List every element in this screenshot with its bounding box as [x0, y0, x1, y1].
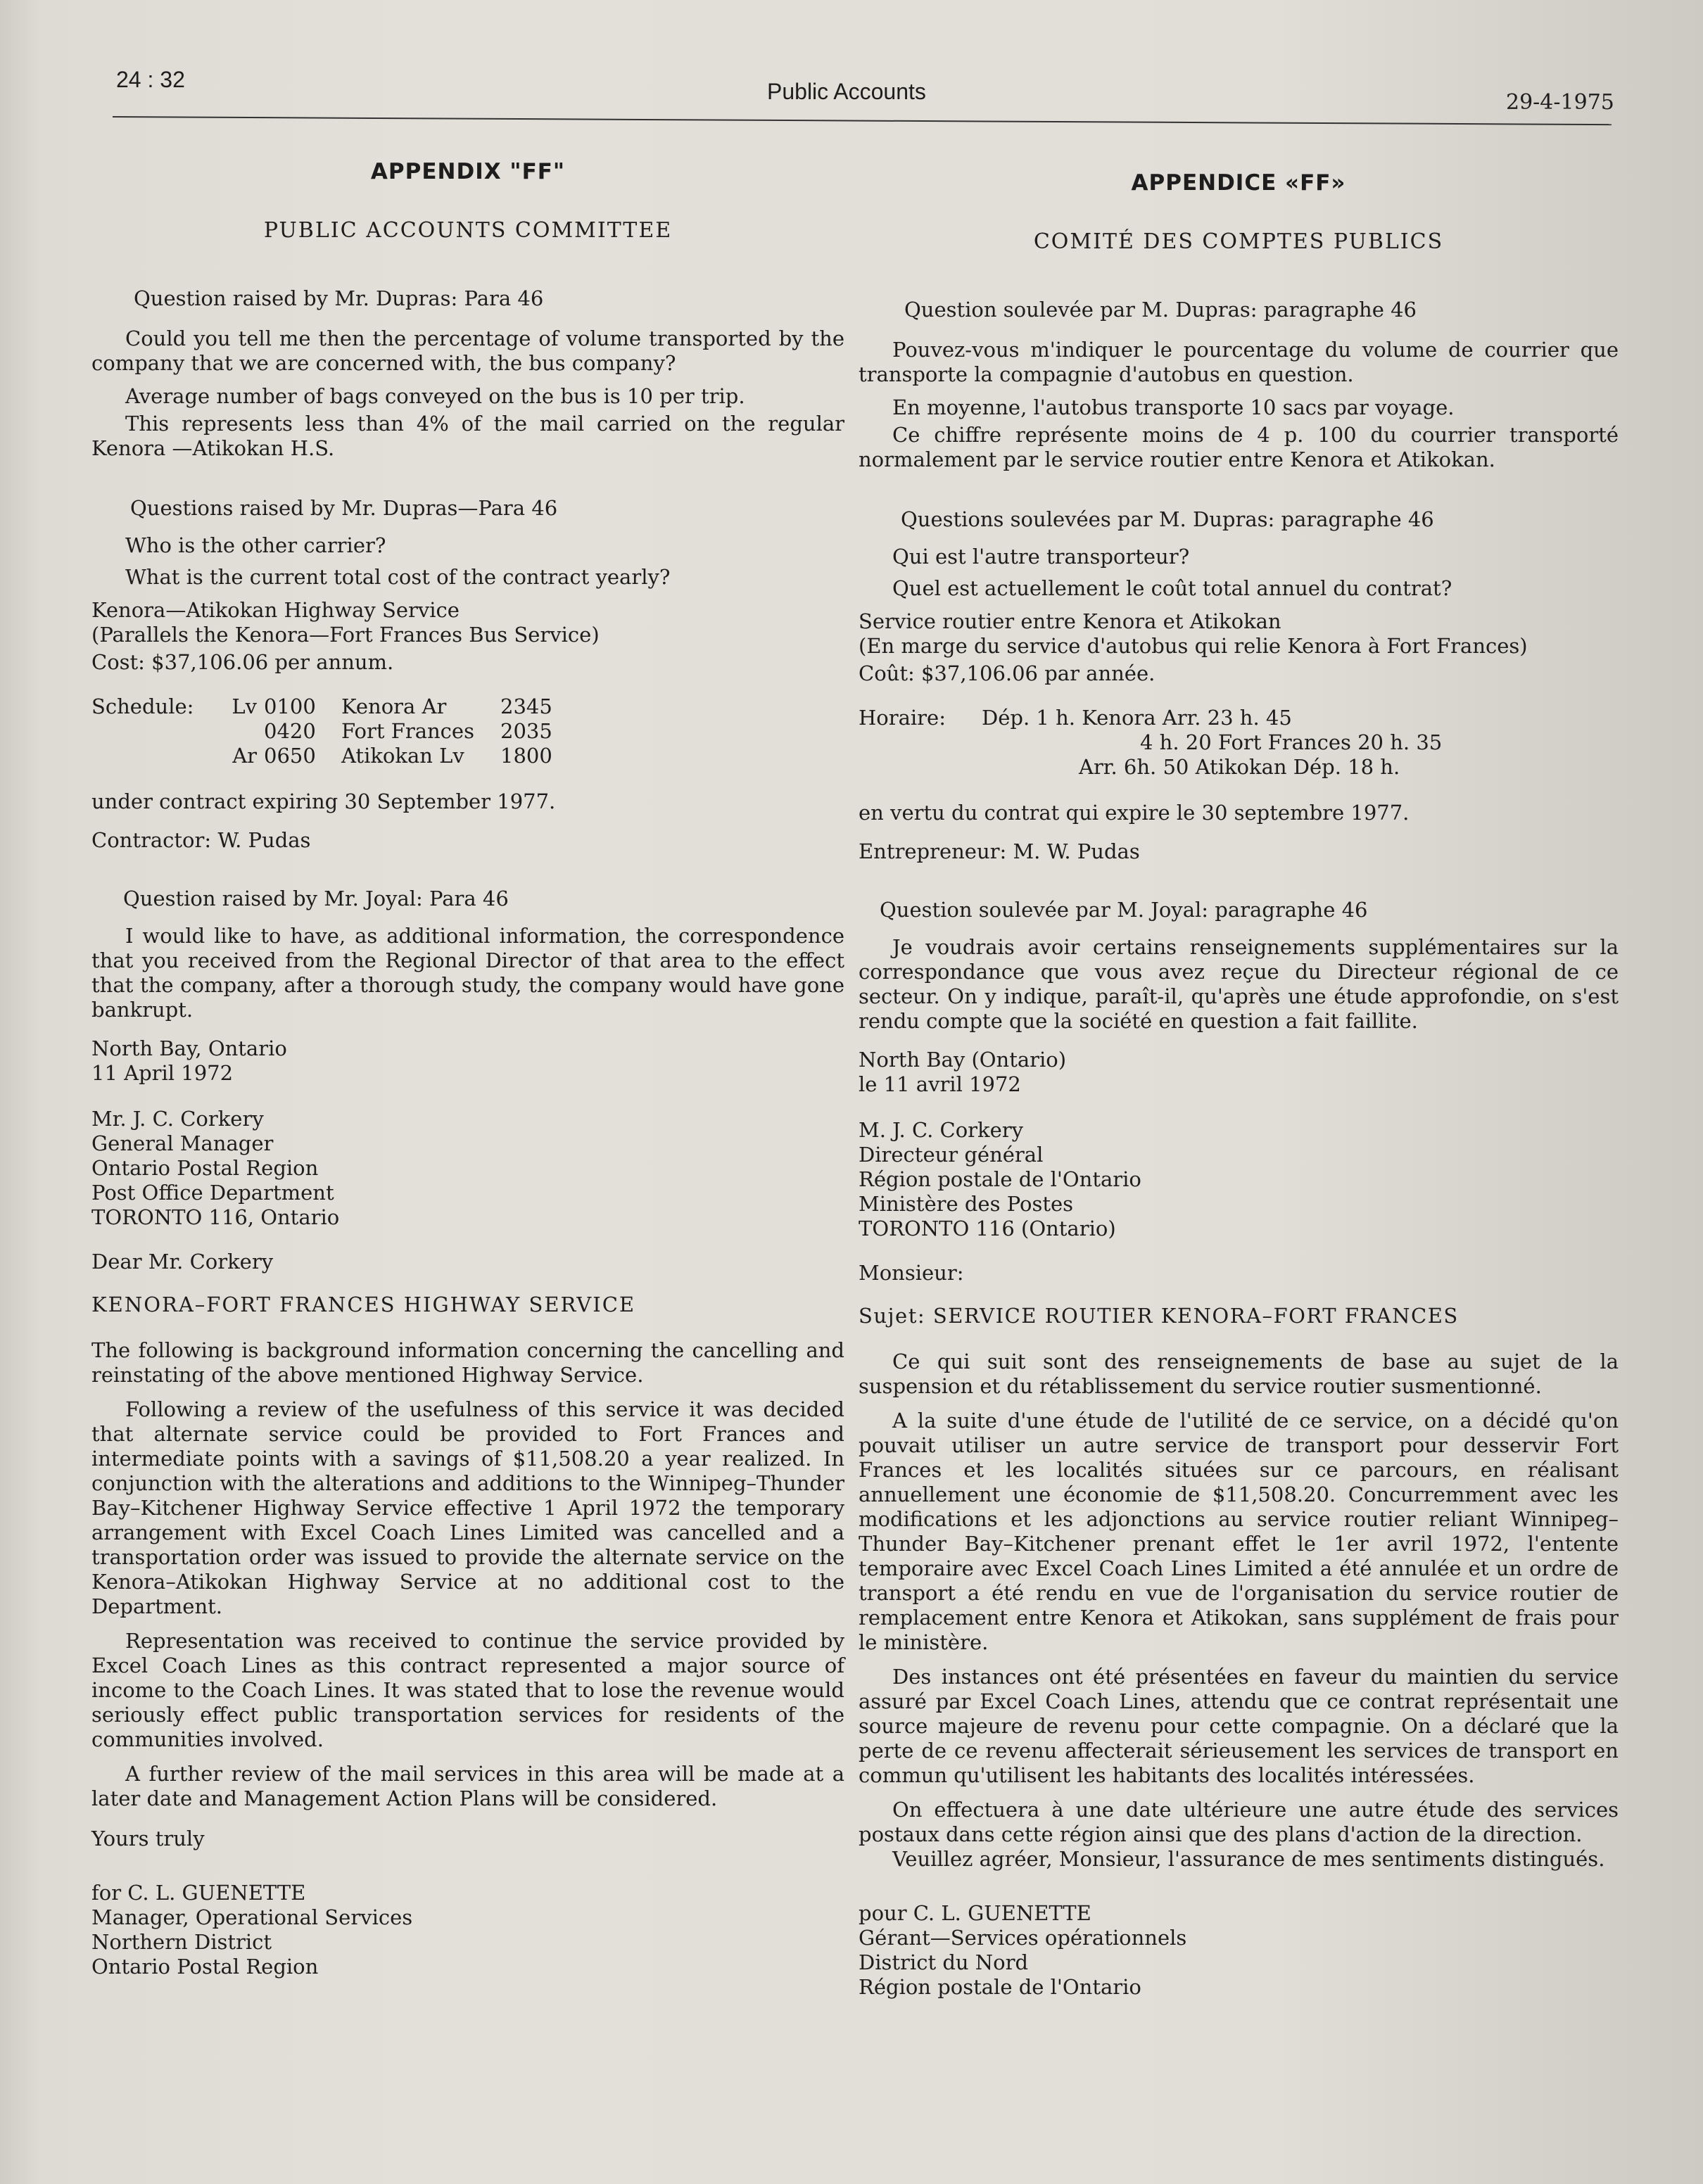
closing: Veuillez agréer, Monsieur, l'assurance de mes sentiments distingués.: [892, 1847, 1605, 1871]
address-line: General Manager: [91, 1131, 274, 1155]
schedule-row: [859, 706, 1619, 730]
schedule-spacer: [91, 744, 215, 768]
schedule-cell: Arr. 6h. 50 Atikokan Dép. 18 h.: [1079, 755, 1400, 779]
header-date: 29-4-1975: [1506, 90, 1614, 115]
question-text: Pouvez-vous m'indiquer le pourcentage du volume de courrier que transporte la compagnie d'autobus en question.: [859, 338, 1619, 386]
schedule-cell: 0650: [264, 744, 316, 768]
answer-text: Average number of bags conveyed on the bus is 10 per trip.: [125, 384, 745, 408]
service-name: Service routier entre Kenora et Atikokan: [859, 609, 1281, 633]
question-text: Qui est l'autre transporteur?: [892, 545, 1190, 569]
question-heading: Question soulevée par M. Joyal: paragraphe 46: [880, 898, 1368, 922]
address-line: TORONTO 116 (Ontario): [859, 1217, 1116, 1240]
header-rule: [113, 116, 1612, 125]
question-heading: Question raised by Mr. Dupras: Para 46: [134, 286, 544, 310]
schedule-row: [91, 744, 844, 768]
schedule-label: Horaire:: [859, 706, 946, 730]
signature-line: pour C. L. GUENETTE: [859, 1901, 1091, 1925]
schedule-table: [859, 706, 1619, 780]
schedule-cell: 4 h. 20 Fort Frances 20 h. 35: [1140, 730, 1443, 754]
question-text: What is the current total cost of the contract yearly?: [125, 565, 671, 589]
schedule-cell: [215, 719, 264, 744]
contract-expiry: en vertu du contrat qui expire le 30 septembre 1977.: [859, 801, 1410, 825]
schedule-cell: Dép. 1 h. Kenora Arr. 23 h. 45: [982, 706, 1292, 730]
question-heading: Questions soulevées par M. Dupras: paragraphe 46: [901, 507, 1434, 531]
letter-paragraph: A further review of the mail services in this area will be made at a later date and Management Action Plans will be considered.: [91, 1762, 844, 1810]
letter-paragraph: A la suite d'une étude de l'utilité de ce service, on a décidé qu'on pouvait utiliser un autre service de transport pour desservir Fort Frances et les localités situées sur ce parcours, en réalisant annuellement une économie de $11,508.20. Concurremment avec les modifications et les adjonctions au service routier reliant Winnipeg–Thunder Bay–Kitchener prenant effet le 1er avril 1972, l'entente temporaire avec Excel Coach Lines Limited a été annulée et un ordre de transport a été rendu en vue de l'organisation du service routier de remplacement entre Kenora et Atikokan, sans supplément de frais pour le ministère.: [859, 1409, 1619, 1654]
schedule-cell: Ar: [232, 744, 257, 768]
letter-subject: KENORA–FORT FRANCES HIGHWAY SERVICE: [91, 1293, 636, 1316]
salutation: Dear Mr. Corkery: [91, 1250, 274, 1274]
schedule-cell: 0420: [264, 719, 316, 743]
letter-date: le 11 avril 1972: [859, 1072, 1021, 1096]
address-line: Post Office Department: [91, 1181, 334, 1205]
letter-place: North Bay (Ontario): [859, 1048, 1067, 1072]
letter-paragraph: Following a review of the usefulness of this service it was decided that alternate service could be provided to Fort Frances and intermediate points with a savings of $11,508.20 a year realized. In conjunction with the alterations and additions to the Winnipeg–Thunder Bay–Kitchener Highway Service effective 1 April 1972 the temporary arrangement with Excel Coach Lines Limited was cancelled and a transportation order was issued to provide the alternate service on the Kenora–Atikokan Highway Service at no additional cost to the Department.: [91, 1397, 844, 1618]
schedule-row: [91, 694, 844, 719]
question-heading: Question raised by Mr. Joyal: Para 46: [123, 887, 509, 910]
signature-line: Northern District: [91, 1930, 272, 1954]
salutation: Monsieur:: [859, 1261, 964, 1285]
answer-text: En moyenne, l'autobus transporte 10 sacs par voyage.: [892, 395, 1455, 419]
address-line: TORONTO 116, Ontario: [91, 1205, 340, 1229]
service-name: Kenora—Atikokan Highway Service: [91, 598, 460, 622]
appendix-title: APPENDIX "FF": [370, 159, 566, 184]
schedule-row: [859, 755, 1619, 780]
address-line: M. J. C. Corkery: [859, 1118, 1024, 1142]
signature-line: Ontario Postal Region: [91, 1955, 319, 1979]
schedule-cell: Atikokan Lv: [341, 744, 464, 768]
contractor: Contractor: W. Pudas: [91, 828, 311, 852]
signature-line: Manager, Operational Services: [91, 1905, 413, 1929]
signature-line: Gérant—Services opérationnels: [859, 1926, 1187, 1950]
contract-expiry: under contract expiring 30 September 1977.: [91, 789, 556, 813]
letter-place: North Bay, Ontario: [91, 1036, 287, 1060]
schedule-cell: 2345: [500, 694, 552, 718]
address-line: Ministère des Postes: [859, 1192, 1074, 1216]
letter-subject: Sujet: SERVICE ROUTIER KENORA–FORT FRANCES: [859, 1304, 1459, 1328]
service-cost: Coût: $37,106.06 par année.: [859, 661, 1156, 685]
question-text: Who is the other carrier?: [125, 533, 386, 557]
english-column: [91, 151, 844, 1979]
question-text: Could you tell me then the percentage of volume transported by the company that we are concerned with, the bus company?: [91, 326, 844, 375]
schedule-cell: 2035: [500, 719, 552, 743]
question-heading: Questions raised by Mr. Dupras—Para 46: [130, 496, 558, 520]
service-note: (Parallels the Kenora—Fort Frances Bus Service): [91, 623, 600, 647]
schedule-spacer: [91, 719, 215, 744]
appendix-title: APPENDICE «FF»: [1131, 170, 1346, 196]
schedule-table: [91, 694, 844, 768]
question-heading: Question soulevée par M. Dupras: paragraphe 46: [904, 298, 1417, 322]
running-title: Public Accounts: [767, 79, 926, 104]
service-cost: Cost: $37,106.06 per annum.: [91, 650, 394, 674]
schedule-cell: Lv: [232, 694, 257, 718]
page-number: 24 : 32: [116, 67, 185, 92]
letter-paragraph: On effectuera à une date ultérieure une autre étude des services postaux dans cette région ainsi que des plans d'action de la direction.: [859, 1798, 1619, 1846]
schedule-label: Schedule:: [91, 694, 194, 718]
question-text: Je voudrais avoir certains renseignements supplémentaires sur la correspondance que vous avez reçue du Directeur régional de ce secteur. On y indique, paraît-il, qu'après une étude approfondie, on s'est rendu compte que la société en question a fait faillite.: [859, 935, 1619, 1033]
answer-text: This represents less than 4% of the mail carried on the regular Kenora —Atikokan H.S.: [91, 412, 844, 460]
letter-paragraph: Ce qui suit sont des renseignements de base au sujet de la suspension et du rétablissement du service routier susmentionné.: [859, 1350, 1619, 1398]
schedule-cell: Fort Frances: [341, 719, 474, 743]
service-note: (En marge du service d'autobus qui relie Kenora à Fort Frances): [859, 634, 1528, 658]
address-line: Directeur général: [859, 1143, 1044, 1167]
letter-date: 11 April 1972: [91, 1061, 234, 1085]
schedule-spacer: [859, 755, 982, 780]
letter-paragraph: Des instances ont été présentées en faveur du maintien du service assuré par Excel Coach Lines, attendu que ce contrat représentait une source majeure de revenu pour cette compagnie. On a déclaré que la perte de ce revenu affecterait sérieusement les services de transport en commun qu'utilisent les habitants des localités intéressées.: [859, 1665, 1619, 1787]
schedule-spacer: [859, 730, 982, 755]
contractor: Entrepreneur: M. W. Pudas: [859, 839, 1140, 863]
closing: Yours truly: [91, 1827, 205, 1850]
signature-line: District du Nord: [859, 1950, 1029, 1974]
address-line: Mr. J. C. Corkery: [91, 1107, 264, 1131]
schedule-cell: Kenora Ar: [341, 694, 447, 718]
french-column: [859, 158, 1619, 2000]
committee-heading: PUBLIC ACCOUNTS COMMITTEE: [263, 218, 673, 243]
letter-paragraph: The following is background information concerning the cancelling and reinstating of the above mentioned Highway Service.: [91, 1338, 844, 1387]
address-line: Région postale de l'Ontario: [859, 1167, 1141, 1191]
answer-text: Ce chiffre représente moins de 4 p. 100 du courrier transporté normalement par le service routier entre Kenora et Atikokan.: [859, 423, 1619, 471]
signature-line: Région postale de l'Ontario: [859, 1975, 1141, 1999]
letter-paragraph: Representation was received to continue the service provided by Excel Coach Lines as this contract represented a major source of income to the Coach Lines. It was stated that to lose the revenue would seriously effect public transportation services for residents of the communities involved.: [91, 1629, 844, 1751]
address-line: Ontario Postal Region: [91, 1156, 319, 1180]
schedule-row: [859, 730, 1619, 755]
signature-line: for C. L. GUENETTE: [91, 1881, 306, 1905]
schedule-row: [91, 719, 844, 744]
schedule-cell: 0100: [264, 694, 316, 718]
question-text: Quel est actuellement le coût total annuel du contrat?: [892, 576, 1452, 600]
schedule-cell: 1800: [500, 744, 552, 768]
committee-heading: COMITÉ DES COMPTES PUBLICS: [1033, 229, 1444, 254]
question-text: I would like to have, as additional information, the correspondence that you received from the Regional Director of that area to the effect that the company, after a thorough study, the company would have gone bankrupt.: [91, 924, 844, 1022]
